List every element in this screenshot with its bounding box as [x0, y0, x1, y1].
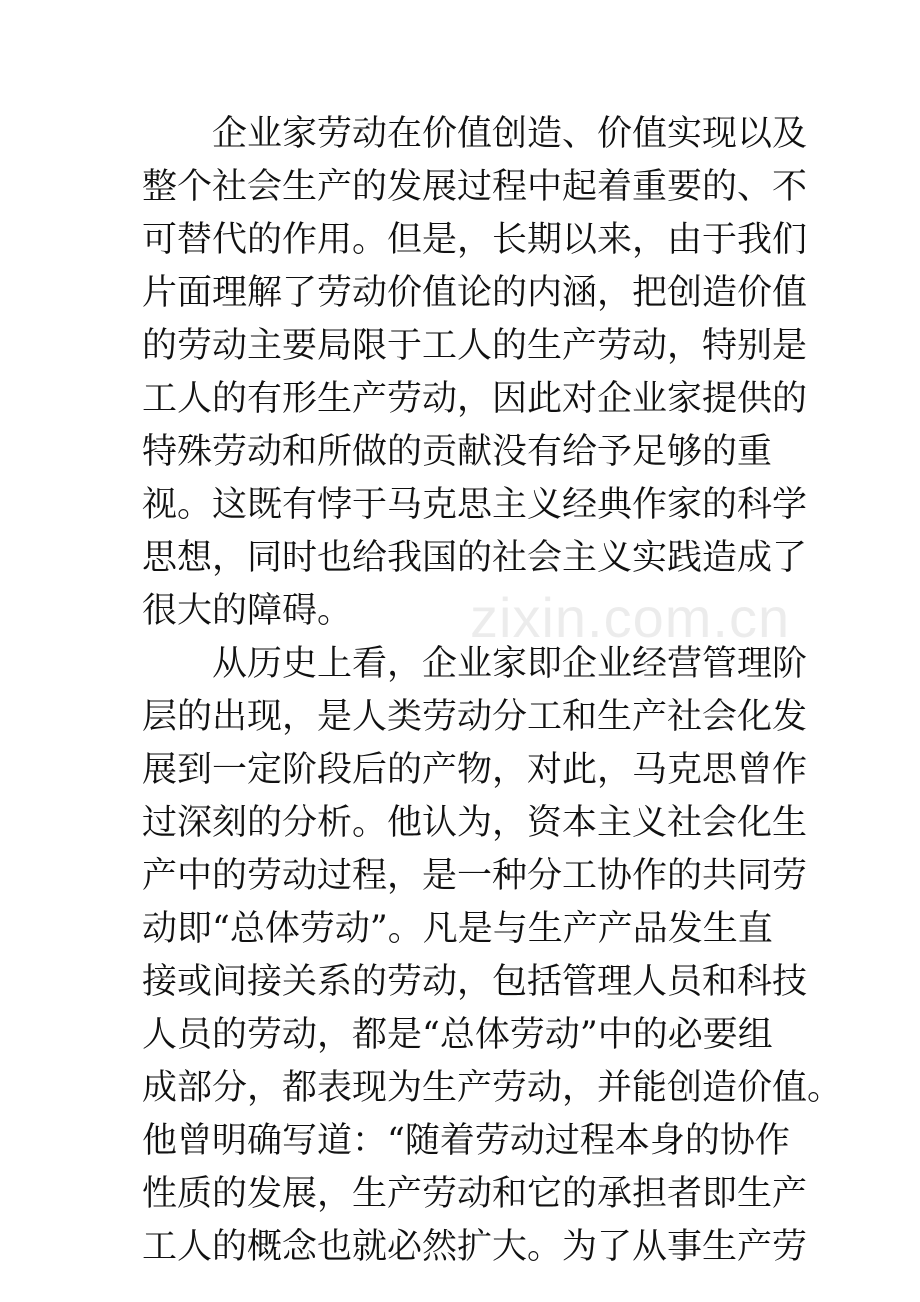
text-line: 工人的有形生产劳动，因此对企业家提供的	[142, 379, 808, 419]
text-line: 的劳动主要局限于工人的生产劳动，特别是	[142, 326, 808, 366]
text-line: 产中的劳动过程，是一种分工协作的共同劳	[142, 856, 808, 896]
text-line: 他曾明确写道：“随着劳动过程本身的协作	[142, 1121, 790, 1161]
text-line: 特殊劳动和所做的贡献没有给予足够的重	[142, 432, 773, 472]
text-line: 可替代的作用。但是，长期以来，由于我们	[142, 220, 808, 260]
text-line: 工人的概念也就必然扩大。为了从事生产劳	[142, 1227, 808, 1267]
text-line: 接或间接关系的劳动，包括管理人员和科技	[142, 962, 808, 1002]
text-line: 展到一定阶段后的产物，对此，马克思曾作	[142, 750, 808, 790]
document-body	[142, 108, 843, 1274]
text-line: 动即“总体劳动”。凡是与生产产品发生直	[142, 909, 773, 949]
text-line: 从历史上看，企业家即企业经营管理阶	[212, 644, 808, 684]
paragraph-1	[142, 108, 808, 638]
watermark: zixin.com.cn	[470, 586, 791, 649]
text-line: 视。这既有悖于马克思主义经典作家的科学	[142, 485, 808, 525]
text-line: 思想，同时也给我国的社会主义实践造成了	[142, 538, 808, 578]
text-line: 整个社会生产的发展过程中起着重要的、不	[142, 167, 808, 207]
text-line: 过深刻的分析。他认为，资本主义社会化生	[142, 803, 808, 843]
text-line: 很大的障碍。	[142, 591, 353, 631]
text-line: 人员的劳动，都是“总体劳动”中的必要组	[142, 1015, 773, 1055]
text-line: 性质的发展，生产劳动和它的承担者即生产	[142, 1174, 808, 1214]
text-line: 成部分，都表现为生产劳动，并能创造价值。	[142, 1068, 843, 1108]
text-line: 层的出现，是人类劳动分工和生产社会化发	[142, 697, 808, 737]
text-line: 企业家劳动在价值创造、价值实现以及	[212, 114, 808, 154]
paragraph-2	[142, 638, 843, 1274]
text-line: 片面理解了劳动价值论的内涵，把创造价值	[142, 273, 808, 313]
